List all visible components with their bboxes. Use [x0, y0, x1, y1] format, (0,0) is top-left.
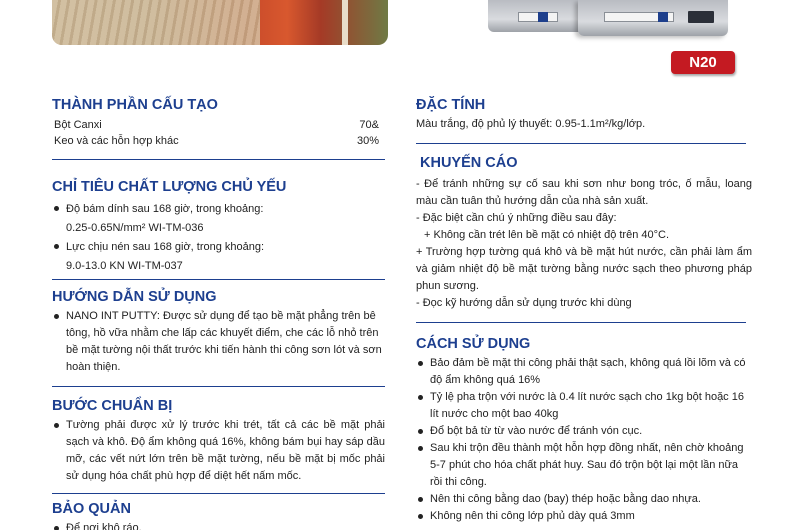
composition-value: 70&	[359, 119, 379, 131]
composition-section	[52, 96, 385, 160]
section-divider	[416, 143, 746, 144]
preparation-section	[52, 397, 385, 494]
method-item: Đổ bột bả từ từ vào nước để tránh vón cục.	[416, 423, 752, 440]
properties-section	[416, 96, 752, 144]
warning-title: KHUYẾN CÁO	[420, 155, 518, 171]
composition-name: Bột Canxi	[54, 119, 102, 131]
properties-text: Màu trắng, độ phủ lý thuyết: 0.95-1.1m²/kg/lớp.	[416, 118, 646, 130]
properties-title: ĐẶC TÍNH	[416, 97, 486, 113]
section-divider	[52, 493, 385, 494]
quality-label: Độ bám dính sau 168 giờ, trong khoảng:	[52, 200, 385, 219]
warning-line: + Không cần trét lên bề mặt có nhiệt độ trên 40°C.	[424, 229, 670, 241]
section-divider	[52, 386, 385, 387]
storage-item: Để nơi khô ráo.	[52, 520, 385, 530]
quality-section	[52, 178, 385, 280]
composition-title: THÀNH PHẦN CẤU TẠO	[52, 97, 218, 113]
left-column	[52, 96, 385, 530]
usage-guide-section	[52, 288, 385, 387]
method-item: Bảo đảm bề mặt thi công phải thật sạch, không quá lồi lõm và có độ ẩm không quá 16%	[416, 355, 752, 389]
warning-section	[416, 154, 752, 323]
product-bag-large	[578, 0, 728, 36]
warning-line: - Để tránh những sự cố sau khi sơn như bong tróc, ố mẫu, loang màu cần tuân thủ hướng dẫn của nhà sản xuất.	[416, 178, 752, 207]
usage-guide-text: NANO INT PUTTY: Được sử dụng để tạo bề mặt phẳng trên bê tông, hồ vữa nhằm che lấp các khuyết điểm, che các lỗ nhỏ trên bề mặt tường nội thất trước khi tiến hành thi công sơn lót và sơn hoàn thiện.	[52, 308, 385, 376]
storage-title: BẢO QUẢN	[52, 501, 131, 517]
method-item: Nên thi công bằng dao (bay) thép hoặc bằng dao nhựa.	[416, 491, 752, 508]
right-column	[416, 96, 752, 525]
method-section	[416, 335, 752, 525]
railing	[342, 0, 348, 45]
section-divider	[416, 322, 746, 323]
warning-line: + Trường hợp tường quá khô và bề mặt hút nước, cần phải làm ẩm và giảm nhiệt độ bề mặt tường bằng nước sạch theo phương pháp phun sương.	[416, 246, 752, 292]
composition-value: 30%	[356, 135, 379, 147]
warning-line: - Đọc kỹ hướng dẫn sử dụng trước khi dùng	[416, 297, 632, 309]
composition-row	[52, 117, 385, 133]
method-item: Không nên thi công lớp phủ dày quá 3mm	[416, 508, 752, 525]
storage-section	[52, 500, 385, 530]
quality-value: 9.0-13.0 KN WI-TM-037	[66, 260, 183, 272]
product-application-photo	[52, 0, 388, 45]
method-item: Tỷ lệ pha trộn với nước là 0.4 lít nước sạch cho 1kg bột hoặc 16 lít nước cho một bao 40kg	[416, 389, 752, 423]
composition-row	[52, 133, 385, 149]
preparation-text: Tường phải được xử lý trước khi trét, tất cả các bề mặt phải sạch và khô. Độ ẩm không quá 16%, không bám bụi hay sáp dầu mỡ, các vết nứt lớn trên bề mặt tường, nếu bề mặt bị mốc phải sử dụng hóa chất phù hợp để diệt hết nấm mốc.	[52, 417, 385, 485]
quality-value: 0.25-0.65N/mm² WI-TM-036	[66, 222, 204, 234]
quality-label: Lực chịu nén sau 168 giờ, trong khoảng:	[52, 238, 385, 257]
section-divider	[52, 279, 385, 280]
method-title: CÁCH SỬ DỤNG	[416, 336, 531, 352]
quality-title: CHỈ TIÊU CHẤT LƯỢNG CHỦ YẾU	[52, 179, 287, 195]
wooden-deck	[52, 0, 260, 45]
section-divider	[52, 159, 385, 160]
warning-line: - Đặc biệt cần chú ý những điều sau đây:	[416, 212, 617, 224]
product-code-badge: N20	[671, 51, 735, 74]
method-item: Sau khi trộn đều thành một hỗn hợp đồng nhất, nên chờ khoảng 5-7 phút cho hóa chất phát huy. Sau đó trộn bột lại một lần nữa rồi thi công.	[416, 440, 752, 491]
composition-name: Keo và các hỗn hợp khác	[54, 135, 179, 147]
product-bags-image	[488, 0, 733, 36]
preparation-title: BƯỚC CHUẨN BỊ	[52, 398, 173, 414]
usage-guide-title: HƯỚNG DẪN SỬ DỤNG	[52, 289, 217, 305]
